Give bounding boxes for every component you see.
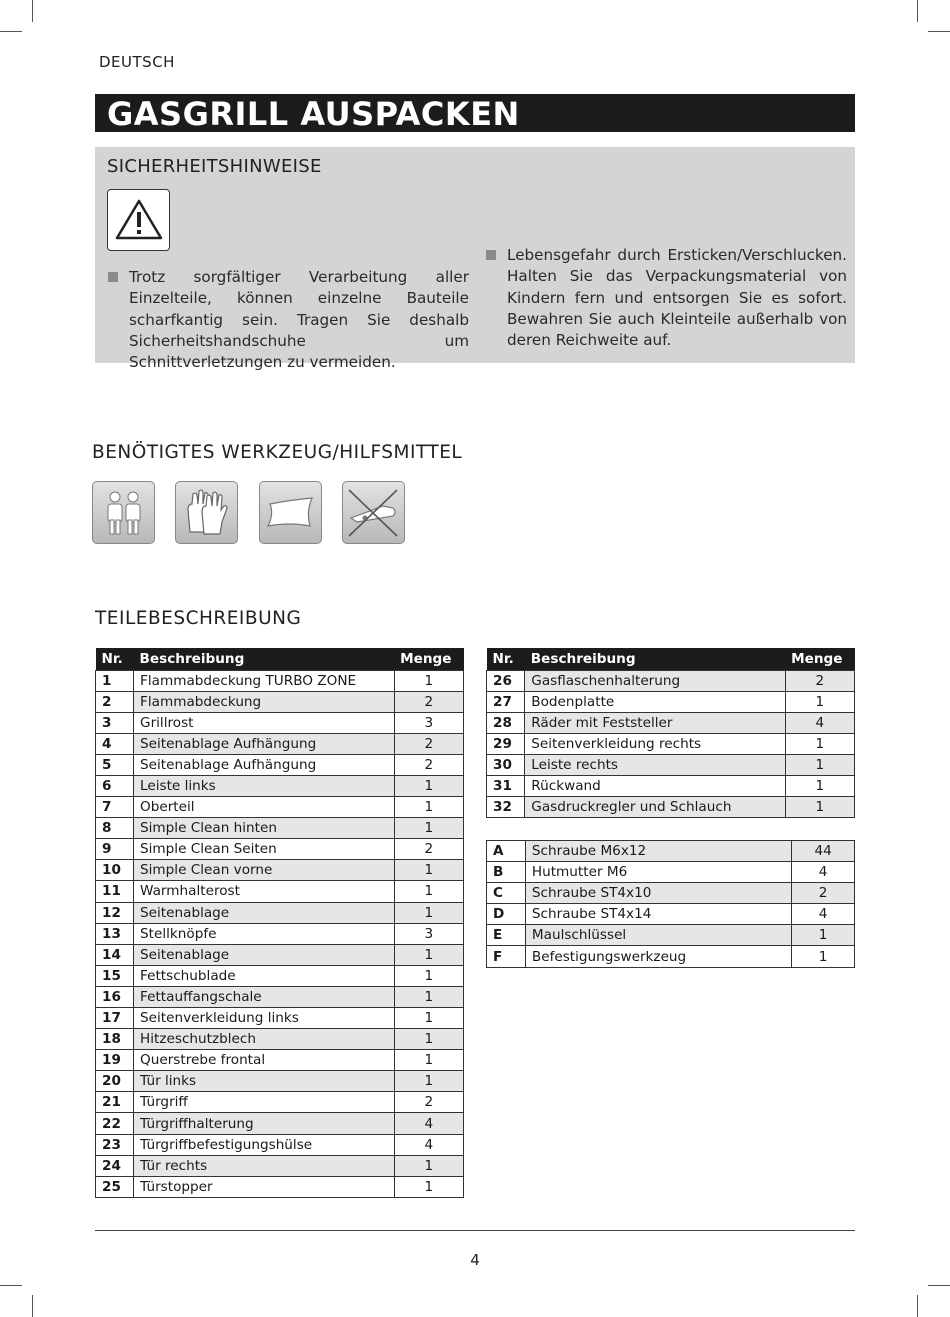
footer-divider (95, 1230, 855, 1231)
part-number: 3 (96, 712, 134, 733)
part-description: Leiste links (134, 775, 395, 796)
part-number: 31 (487, 775, 525, 796)
part-quantity: 4 (792, 862, 855, 883)
no-cutter-icon (342, 481, 405, 544)
part-description: Bodenplatte (525, 691, 785, 712)
safety-heading: SICHERHEITSHINWEISE (107, 156, 322, 177)
part-number: F (487, 946, 526, 967)
table-row (96, 1029, 464, 1050)
part-description: Schraube M6x12 (525, 841, 791, 862)
table-row (487, 712, 855, 733)
tools-heading: BENÖTIGTES WERKZEUG/HILFSMITTEL (92, 442, 463, 463)
table-row (96, 881, 464, 902)
table-row (96, 1071, 464, 1092)
column-header-description: Beschreibung (525, 648, 785, 670)
part-number: 4 (96, 733, 134, 754)
table-row (487, 691, 855, 712)
part-description: Leiste rechts (525, 754, 785, 775)
part-quantity: 3 (394, 923, 463, 944)
safety-note-text: Trotz sorgfältiger Verarbeitung aller Einzelteile, können einzelne Bauteile scharfkantig sein. Tragen Sie deshalb Sicherheitshandschuhe um Schnittverletzungen zu vermeiden. (129, 268, 469, 372)
part-number: 24 (96, 1155, 134, 1176)
part-quantity: 1 (394, 902, 463, 923)
table-header-row (96, 648, 464, 670)
part-quantity: 4 (394, 1113, 463, 1134)
crop-mark (0, 31, 22, 32)
part-description: Maulschlüssel (525, 925, 791, 946)
part-quantity: 1 (394, 1155, 463, 1176)
part-description: Türgriff (134, 1092, 395, 1113)
part-number: 10 (96, 860, 134, 881)
part-quantity: 4 (785, 712, 854, 733)
crop-mark (0, 1285, 22, 1286)
table-row (487, 733, 855, 754)
part-quantity: 4 (394, 1134, 463, 1155)
part-quantity: 2 (394, 691, 463, 712)
part-quantity: 1 (785, 691, 854, 712)
part-description: Querstrebe frontal (134, 1050, 395, 1071)
part-description: Stellknöpfe (134, 923, 395, 944)
safety-note-sharp-edges (129, 267, 469, 373)
part-number: 13 (96, 923, 134, 944)
table-row (96, 775, 464, 796)
part-description: Fettauffangschale (134, 986, 395, 1007)
part-number: 16 (96, 986, 134, 1007)
part-number: 7 (96, 797, 134, 818)
parts-heading: TEILEBESCHREIBUNG (95, 608, 302, 629)
part-number: 9 (96, 839, 134, 860)
table-row (96, 965, 464, 986)
table-row (487, 946, 855, 967)
part-quantity: 1 (792, 946, 855, 967)
part-number: C (487, 883, 526, 904)
part-quantity: 1 (394, 881, 463, 902)
part-quantity: 2 (394, 839, 463, 860)
part-description: Seitenverkleidung rechts (525, 733, 785, 754)
part-quantity: 1 (792, 925, 855, 946)
table-row (487, 841, 855, 862)
page-title: GASGRILL AUSPACKEN (107, 95, 520, 133)
table-row (487, 775, 855, 796)
table-row (96, 839, 464, 860)
crop-mark (917, 0, 918, 22)
part-quantity: 1 (785, 754, 854, 775)
table-row (96, 1155, 464, 1176)
safety-note-suffocation (507, 245, 847, 351)
part-quantity: 1 (394, 944, 463, 965)
part-description: Hutmutter M6 (525, 862, 791, 883)
part-quantity: 1 (394, 1029, 463, 1050)
table-row (96, 1176, 464, 1197)
table-row (96, 670, 464, 691)
part-quantity: 2 (394, 754, 463, 775)
part-quantity: 1 (785, 733, 854, 754)
part-description: Warmhalterost (134, 881, 395, 902)
part-quantity: 1 (394, 1071, 463, 1092)
part-description: Seitenablage Aufhängung (134, 733, 395, 754)
part-quantity: 1 (394, 965, 463, 986)
table-row (96, 944, 464, 965)
crop-mark (928, 31, 950, 32)
part-number: 18 (96, 1029, 134, 1050)
part-quantity: 44 (792, 841, 855, 862)
part-number: 26 (487, 670, 525, 691)
column-header-nr: Nr. (487, 648, 525, 670)
part-quantity: 1 (785, 797, 854, 818)
two-persons-icon (92, 481, 155, 544)
part-quantity: 4 (792, 904, 855, 925)
part-description: Hitzeschutzblech (134, 1029, 395, 1050)
table-row (487, 754, 855, 775)
part-number: 15 (96, 965, 134, 986)
table-row (96, 1050, 464, 1071)
part-description: Türgriffbefestigungshülse (134, 1134, 395, 1155)
column-header-description: Beschreibung (134, 648, 395, 670)
cloth-icon (259, 481, 322, 544)
part-quantity: 1 (394, 860, 463, 881)
language-label: DEUTSCH (99, 53, 175, 71)
part-quantity: 1 (394, 1050, 463, 1071)
part-number: 6 (96, 775, 134, 796)
part-quantity: 1 (785, 775, 854, 796)
part-description: Seitenverkleidung links (134, 1008, 395, 1029)
part-description: Befestigungswerkzeug (525, 946, 791, 967)
table-row (96, 923, 464, 944)
part-number: D (487, 904, 526, 925)
part-number: 14 (96, 944, 134, 965)
part-number: 1 (96, 670, 134, 691)
part-number: 32 (487, 797, 525, 818)
part-description: Gasflaschenhalterung (525, 670, 785, 691)
table-row (487, 883, 855, 904)
part-number: 25 (96, 1176, 134, 1197)
table-row (487, 797, 855, 818)
part-number: 29 (487, 733, 525, 754)
crop-mark (917, 1295, 918, 1317)
part-description: Räder mit Feststeller (525, 712, 785, 733)
part-description: Rückwand (525, 775, 785, 796)
table-header-row (487, 648, 855, 670)
safety-note-text: Lebensgefahr durch Ersticken/Verschlucken. Halten Sie das Verpackungsmaterial von Kindern fern und entsorgen Sie es sofort. Bewahren Sie auch Kleinteile außerhalb von deren Reichweite auf. (507, 246, 847, 350)
column-header-nr: Nr. (96, 648, 134, 670)
table-row (96, 1092, 464, 1113)
bullet-square-icon (486, 250, 496, 260)
part-number: 28 (487, 712, 525, 733)
part-description: Tür links (134, 1071, 395, 1092)
crop-mark (32, 1295, 33, 1317)
table-row (96, 1113, 464, 1134)
part-quantity: 1 (394, 775, 463, 796)
part-number: E (487, 925, 526, 946)
page-number: 4 (470, 1251, 480, 1269)
table-row (487, 670, 855, 691)
table-row (96, 818, 464, 839)
part-description: Simple Clean hinten (134, 818, 395, 839)
table-row (96, 691, 464, 712)
part-quantity: 1 (394, 986, 463, 1007)
part-description: Fettschublade (134, 965, 395, 986)
part-quantity: 2 (394, 733, 463, 754)
part-description: Flammabdeckung (134, 691, 395, 712)
part-number: 17 (96, 1008, 134, 1029)
table-row (487, 904, 855, 925)
part-quantity: 2 (394, 1092, 463, 1113)
part-description: Schraube ST4x14 (525, 904, 791, 925)
table-row (96, 1008, 464, 1029)
part-quantity: 1 (394, 797, 463, 818)
warning-triangle-icon (107, 189, 170, 251)
part-number: 5 (96, 754, 134, 775)
table-row (96, 754, 464, 775)
table-row (96, 1134, 464, 1155)
part-description: Seitenablage Aufhängung (134, 754, 395, 775)
part-number: 30 (487, 754, 525, 775)
part-description: Türstopper (134, 1176, 395, 1197)
bullet-square-icon (108, 272, 118, 282)
part-quantity: 3 (394, 712, 463, 733)
part-description: Flammabdeckung TURBO ZONE (134, 670, 395, 691)
part-description: Grillrost (134, 712, 395, 733)
part-quantity: 2 (792, 883, 855, 904)
part-description: Schraube ST4x10 (525, 883, 791, 904)
part-number: 19 (96, 1050, 134, 1071)
part-number: 11 (96, 881, 134, 902)
table-row (96, 797, 464, 818)
part-description: Simple Clean Seiten (134, 839, 395, 860)
part-number: 27 (487, 691, 525, 712)
gloves-icon (175, 481, 238, 544)
table-row (96, 986, 464, 1007)
part-description: Oberteil (134, 797, 395, 818)
part-description: Türgriffhalterung (134, 1113, 395, 1134)
part-number: 12 (96, 902, 134, 923)
table-row (96, 902, 464, 923)
part-quantity: 1 (394, 1176, 463, 1197)
crop-mark (928, 1285, 950, 1286)
part-number: 23 (96, 1134, 134, 1155)
part-description: Seitenablage (134, 902, 395, 923)
parts-table-left (95, 648, 464, 1198)
part-quantity: 1 (394, 670, 463, 691)
part-description: Tür rechts (134, 1155, 395, 1176)
column-header-quantity: Menge (785, 648, 854, 670)
crop-mark (32, 0, 33, 22)
column-header-quantity: Menge (394, 648, 463, 670)
part-quantity: 1 (394, 818, 463, 839)
table-row (487, 862, 855, 883)
part-quantity: 1 (394, 1008, 463, 1029)
part-number: 20 (96, 1071, 134, 1092)
part-number: B (487, 862, 526, 883)
hardware-table (486, 840, 855, 968)
part-description: Simple Clean vorne (134, 860, 395, 881)
table-row (96, 733, 464, 754)
part-number: 21 (96, 1092, 134, 1113)
part-description: Gasdruckregler und Schlauch (525, 797, 785, 818)
table-row (96, 860, 464, 881)
page-title-bar (95, 94, 855, 132)
part-number: A (487, 841, 526, 862)
part-number: 8 (96, 818, 134, 839)
part-description: Seitenablage (134, 944, 395, 965)
parts-table-right (486, 648, 855, 818)
table-row (96, 712, 464, 733)
part-quantity: 2 (785, 670, 854, 691)
part-number: 22 (96, 1113, 134, 1134)
table-row (487, 925, 855, 946)
safety-panel (95, 147, 855, 372)
part-number: 2 (96, 691, 134, 712)
